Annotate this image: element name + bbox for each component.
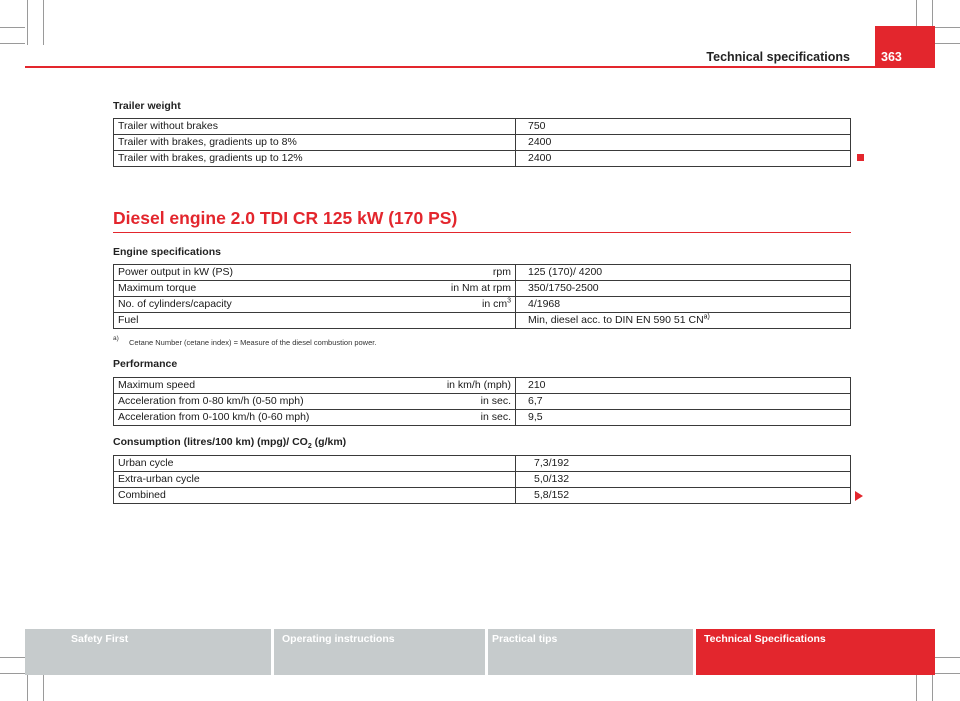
table-row — [114, 135, 851, 151]
table-row — [114, 488, 851, 504]
row-label: Combined — [114, 488, 516, 504]
row-value: 9,5 — [516, 410, 851, 426]
trailer-weight-table — [113, 118, 851, 167]
header-rule — [25, 66, 875, 68]
crop-mark — [0, 657, 25, 658]
table-row — [114, 281, 851, 297]
footnote-ref: a) — [703, 313, 710, 321]
crop-mark — [935, 27, 960, 28]
table-row — [114, 297, 851, 313]
continue-arrow-icon — [855, 491, 863, 501]
row-unit: in $cm^3$ — [482, 297, 511, 310]
row-label: Extra-urban cycle — [114, 472, 516, 488]
row-value: 6,7 — [516, 394, 851, 410]
row-label: Maximum torque — [118, 282, 197, 294]
table-row — [114, 151, 851, 167]
row-value: 350/1750-2500 — [516, 281, 851, 297]
performance-table — [113, 377, 851, 426]
row-label: Acceleration from 0-80 km/h (0-50 mph) — [118, 395, 304, 407]
row-value: 2400 — [516, 135, 851, 151]
crop-mark — [935, 673, 960, 674]
crop-mark — [0, 27, 25, 28]
crop-mark — [27, 0, 28, 45]
table-row — [114, 119, 851, 135]
footer-tab-safety-first[interactable]: Safety First — [25, 629, 271, 675]
row-unit: in sec. — [480, 411, 511, 423]
table-row — [114, 456, 851, 472]
table-row — [114, 265, 851, 281]
row-value: 750 — [516, 119, 851, 135]
page-number: 363 — [875, 26, 935, 68]
crop-mark — [0, 673, 25, 674]
engine-specs-heading: Engine specifications — [113, 246, 221, 258]
crop-mark — [935, 657, 960, 658]
row-label: Urban cycle — [114, 456, 516, 472]
crop-mark — [43, 0, 44, 45]
row-value: 2400 — [516, 151, 851, 167]
row-label: No. of cylinders/capacity — [118, 298, 232, 310]
row-label: Trailer without brakes — [114, 119, 516, 135]
section-title: Diesel engine 2.0 TDI CR 125 kW (170 PS) — [113, 208, 458, 228]
consumption-heading: Consumption (litres/100 km) (mpg)/ $CO_2$ (g/km) — [113, 436, 347, 451]
footnote-mark: a) — [113, 335, 119, 342]
section-rule — [113, 232, 851, 233]
table-row — [114, 313, 851, 329]
row-unit: in sec. — [480, 395, 511, 407]
footer-tab-practical-tips[interactable]: Practical tips — [488, 629, 693, 675]
crop-mark — [935, 43, 960, 44]
row-value: 5,0/132 — [516, 472, 851, 488]
page-header-title: Technical specifications — [706, 50, 850, 64]
row-value: 125 (170)/ 4200 — [516, 265, 851, 281]
row-unit: in km/h (mph) — [446, 379, 511, 391]
table-row — [114, 378, 851, 394]
row-value: 4/1968 — [516, 297, 851, 313]
trailer-weight-heading: Trailer weight — [113, 100, 181, 112]
footer-tab-operating-instructions[interactable]: Operating instructions — [274, 629, 485, 675]
footnote-text: Cetane Number (cetane index) = Measure of the diesel combustion power. — [129, 338, 377, 347]
table-row — [114, 472, 851, 488]
row-value: 210 — [516, 378, 851, 394]
row-label: Power output in kW (PS) — [118, 266, 233, 278]
row-unit: rpm — [492, 266, 511, 278]
row-label: Maximum speed — [118, 379, 196, 391]
end-of-section-marker — [857, 154, 864, 161]
row-value: 5,8/152 — [516, 488, 851, 504]
engine-specs-table — [113, 264, 851, 329]
footer-tab-technical-specifications[interactable]: Technical Specifications — [696, 629, 935, 675]
consumption-table — [113, 455, 851, 504]
row-value: 7,3/192 — [516, 456, 851, 472]
row-label: Fuel — [118, 314, 139, 326]
table-row — [114, 410, 851, 426]
row-label: Trailer with brakes, gradients up to 12% — [114, 151, 516, 167]
row-unit: in Nm at rpm — [450, 282, 511, 294]
row-label: Acceleration from 0-100 km/h (0-60 mph) — [118, 411, 310, 423]
row-value: Min, diesel acc. to DIN EN 590 51 CN$^{a)}$ — [516, 313, 851, 329]
crop-mark — [0, 43, 25, 44]
performance-heading: Performance — [113, 358, 178, 370]
table-row — [114, 394, 851, 410]
row-label: Trailer with brakes, gradients up to 8% — [114, 135, 516, 151]
